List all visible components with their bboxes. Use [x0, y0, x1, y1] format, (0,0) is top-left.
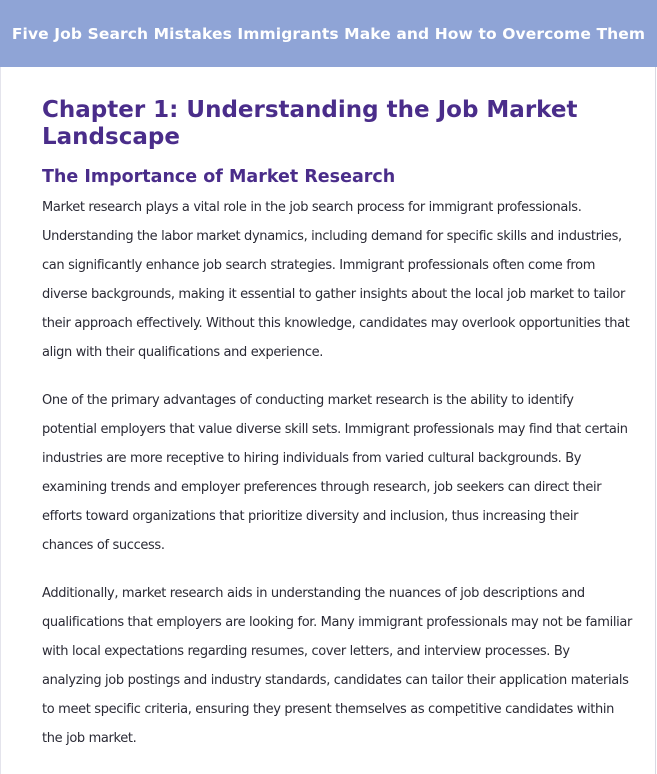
body-paragraph-3: Additionally, market research aids in understanding the nuances of job descriptions and qualifications that employers are looking for. Many immigrant professionals may not be familiar with local expectations regarding resumes, cover letters, and interview processes. By analyzing job postings and industry standards, candidates can tailor their application materials to meet specific criteria, ensuring they present themselves as competitive candidates within the job market. — [42, 586, 632, 746]
page-content — [42, 97, 632, 753]
section-heading: The Importance of Market Research — [42, 167, 396, 187]
body-paragraph-2: One of the primary advantages of conducting market research is the ability to identify potential employers that value diverse skill sets. Immigrant professionals may find that certain industries are more receptive to hiring individuals from varied cultural backgrounds. By examining trends and employer preferences through research, job seekers can direct their efforts toward organizations that prioritize diversity and inclusion, thus increasing their chances of success. — [42, 393, 628, 553]
chapter-heading: Chapter 1: Understanding the Job Market Landscape — [42, 97, 578, 150]
document-title: Five Job Search Mistakes Immigrants Make and How to Overcome Them — [11, 24, 646, 43]
header-banner — [0, 0, 657, 67]
body-paragraph-1: Market research plays a vital role in the job search process for immigrant professionals. Understanding the labor market dynamics, including demand for specific skills and industries, can significantly enhance job search strategies. Immigrant professionals often come from diverse backgrounds, making it essential to gather insights about the local job market to tailor their approach effectively. Without this knowledge, candidates may overlook opportunities that align with their qualifications and experience. — [42, 200, 630, 360]
